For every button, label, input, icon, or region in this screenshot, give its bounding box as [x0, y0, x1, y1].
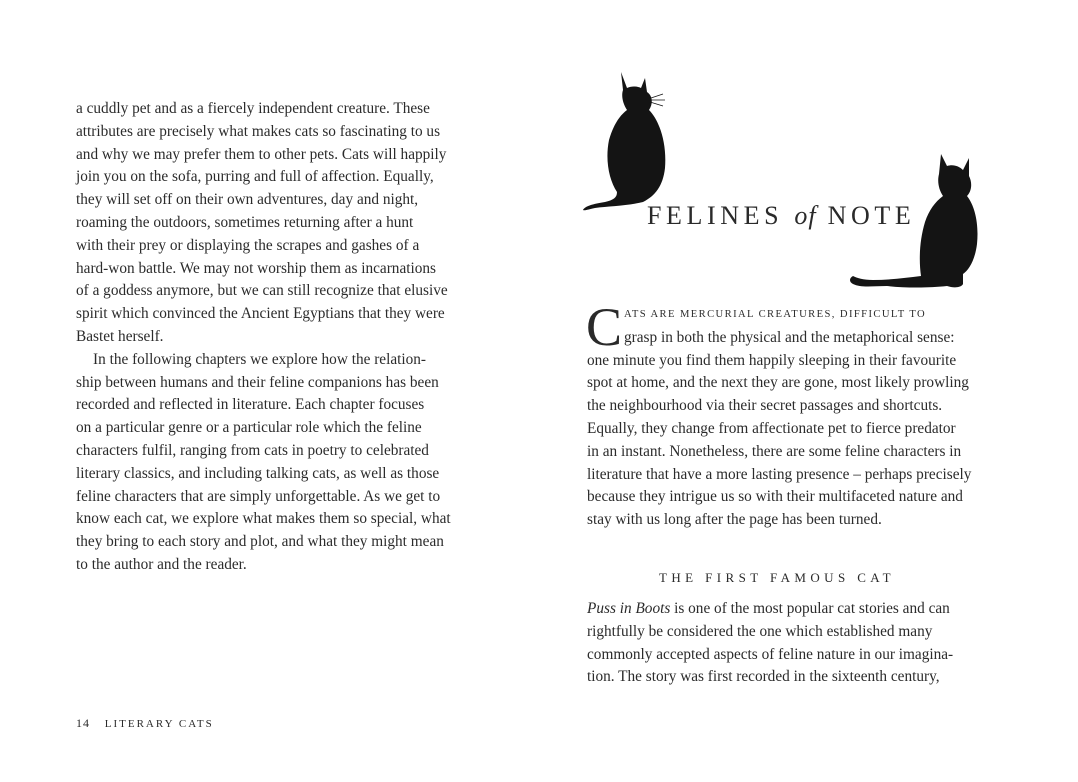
text-line: with their prey or displaying the scrapes and gashes of a	[76, 236, 420, 254]
text-line: of a goddess anymore, but we can still recognize that elusive	[76, 282, 448, 300]
chapter-title-part: of	[794, 201, 817, 230]
text-line: spot at home, and the next they are gone, most likely prowling	[587, 374, 969, 392]
text-line: grasp in both the physical and the metaphorical sense:	[624, 328, 955, 346]
text-line: tion. The story was first recorded in the sixteenth century,	[587, 668, 940, 686]
text-line: hard-won battle. We may not worship them as incarnations	[76, 259, 436, 277]
text-line: join you on the sofa, purring and full of affection. Equally,	[76, 168, 434, 186]
text-line: attributes are precisely what makes cats so fascinating to us	[76, 122, 441, 140]
text-line: they will set off on their own adventures, day and night,	[76, 191, 419, 209]
text-line: Bastet herself.	[76, 328, 164, 345]
drop-cap: C	[586, 297, 623, 357]
text-line: In the following chapters we explore how the relation-	[93, 350, 427, 368]
text-line: know each cat, we explore what makes them so special, what	[76, 510, 451, 528]
book-title: Puss in Boots	[587, 600, 671, 617]
text-line: spirit which convinced the Ancient Egyptians that they were	[76, 305, 445, 323]
text-line: characters fulfil, ranging from cats in poetry to celebrated	[76, 442, 429, 459]
text-line: one minute you find them happily sleeping in their favourite	[587, 351, 957, 369]
text-line: in an instant. Nonetheless, there are some feline characters in	[587, 442, 962, 460]
chapter-title-part: NOTE	[827, 201, 916, 230]
text-line: roaming the outdoors, sometimes returning after a hunt	[76, 214, 414, 231]
text-line: rightfully be considered the one which established many	[587, 622, 933, 640]
text-line: because they intrigue us so with their multifaceted nature and	[587, 488, 963, 506]
text-line: ship between humans and their feline companions has been	[76, 373, 439, 391]
page-footer	[76, 716, 214, 731]
text-line: stay with us long after the page has been turned.	[587, 511, 882, 529]
text-line: feline characters that are simply unforgettable. As we get to	[76, 487, 441, 505]
right-page	[539, 0, 1078, 782]
page-number: 14	[76, 716, 90, 730]
chapter-title	[647, 201, 915, 231]
text-line: they bring to each story and plot, and what they might mean	[76, 533, 444, 551]
running-title: LITERARY CATS	[104, 718, 214, 730]
text-line: on a particular genre or a particular role which the feline	[76, 419, 422, 437]
text-line	[587, 600, 950, 618]
sitting-cat-icon	[583, 70, 673, 214]
text-line: to the author and the reader.	[76, 556, 247, 573]
chapter-title-part: FELINES	[647, 201, 784, 230]
section-heading: THE FIRST FAMOUS CAT	[659, 570, 895, 585]
text-line: ATS ARE MERCURIAL CREATURES, DIFFICULT TO	[624, 309, 927, 320]
text-span: is one of the most popular cat stories and can	[670, 600, 950, 617]
text-line: Equally, they change from affectionate pet to fierce predator	[587, 420, 956, 437]
text-line: literary classics, and including talking cats, as well as those	[76, 464, 440, 482]
text-line: recorded and reflected in literature. Each chapter focuses	[76, 396, 425, 414]
text-line: literature that have a more lasting presence – perhaps precisely	[587, 465, 972, 483]
text-line: and why we may prefer them to other pets. Cats will happily	[76, 145, 447, 163]
text-line: the neighbourhood via their secret passages and shortcuts.	[587, 397, 943, 415]
text-line: commonly accepted aspects of feline nature in our imagina-	[587, 645, 954, 663]
text-line: a cuddly pet and as a fiercely independent creature. These	[76, 100, 430, 117]
